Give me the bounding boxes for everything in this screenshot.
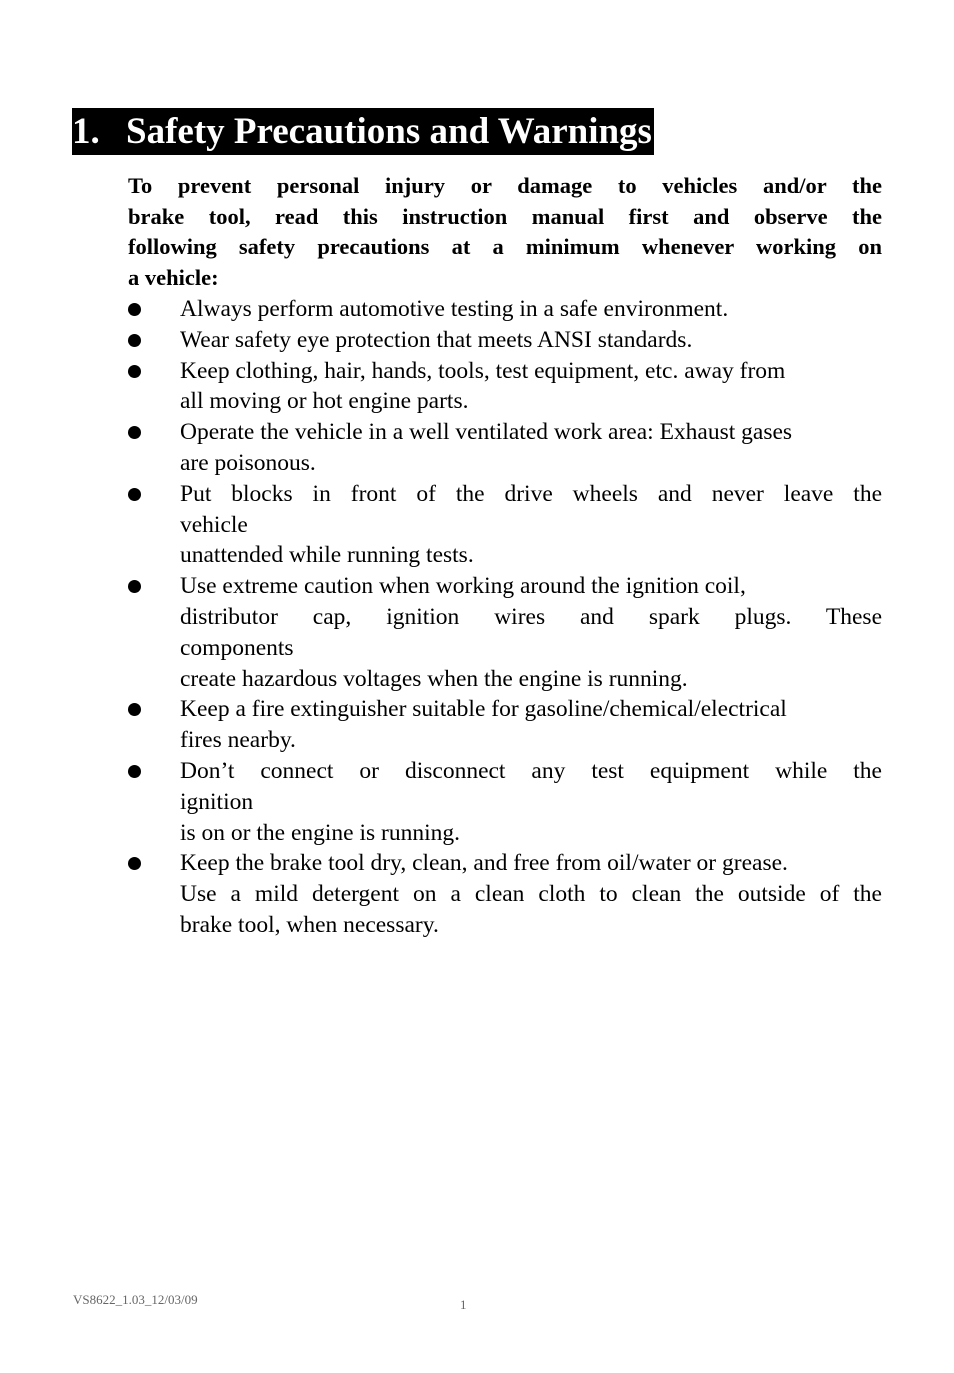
- intro-paragraph: [128, 171, 882, 293]
- list-item-line: brake tool, when necessary.: [180, 911, 439, 938]
- list-item-line: create hazardous voltages when the engine is running.: [180, 665, 688, 692]
- list-item: [128, 479, 882, 571]
- list-item-line: Keep clothing, hair, hands, tools, test equipment, etc. away from: [180, 357, 786, 384]
- bullet-icon: [128, 365, 141, 378]
- list-item-line: Put blocks in front of the drive wheels and never leave the: [180, 480, 882, 507]
- list-item-line: vehicle: [180, 511, 248, 538]
- bullet-icon: [128, 488, 141, 501]
- list-item-line: fires nearby.: [180, 727, 296, 754]
- list-item-line: ignition: [180, 788, 254, 815]
- list-item-line: Keep a fire extinguisher suitable for gasoline/chemical/electrical: [180, 696, 787, 723]
- intro-line: To prevent personal injury or damage to vehicles and/or the: [128, 173, 882, 198]
- page-number: 1: [460, 1297, 467, 1312]
- list-item-line: Use a mild detergent on a clean cloth to clean the outside of the: [180, 881, 882, 908]
- list-item-line: Keep the brake tool dry, clean, and free from oil/water or grease.: [180, 850, 788, 877]
- list-item: [128, 756, 882, 848]
- bullet-icon: [128, 334, 141, 347]
- list-item-line: Always perform automotive testing in a safe environment.: [180, 296, 729, 322]
- intro-line: following safety precautions at a minimum whenever working on: [128, 234, 882, 259]
- precautions-list: [128, 294, 882, 941]
- intro-line: a vehicle:: [128, 264, 219, 290]
- list-item: [128, 294, 882, 325]
- list-item-line: Don’t connect or disconnect any test equipment while the: [180, 757, 882, 784]
- list-item-line: distributor cap, ignition wires and spark plugs. These: [180, 603, 882, 630]
- bullet-icon: [128, 303, 141, 316]
- bullet-icon: [128, 580, 141, 593]
- list-item: [128, 325, 882, 356]
- section-heading: [72, 108, 654, 155]
- list-item-line: unattended while running tests.: [180, 542, 474, 569]
- list-item-line: Operate the vehicle in a well ventilated work area: Exhaust gases: [180, 419, 793, 446]
- list-item: [128, 417, 882, 479]
- section-number: 1.: [72, 111, 100, 152]
- list-item-line: components: [180, 634, 294, 661]
- list-item: [128, 694, 882, 756]
- intro-line: brake tool, read this instruction manual first and observe the: [128, 203, 882, 229]
- list-item-line: are poisonous.: [180, 449, 316, 476]
- list-item-line: Wear safety eye protection that meets ANSI standards.: [180, 326, 693, 353]
- bullet-icon: [128, 765, 141, 778]
- bullet-icon: [128, 703, 141, 716]
- document-code: VS8622_1.03_12/03/09: [73, 1292, 198, 1307]
- bullet-icon: [128, 857, 141, 870]
- list-item-line: is on or the engine is running.: [180, 819, 461, 846]
- list-item: [128, 571, 882, 694]
- list-item: [128, 356, 882, 418]
- section-title: Safety Precautions and Warnings: [126, 111, 652, 152]
- list-item: [128, 848, 882, 940]
- list-item-line: all moving or hot engine parts.: [180, 388, 469, 415]
- list-item-line: Use extreme caution when working around the ignition coil,: [180, 573, 746, 600]
- bullet-icon: [128, 426, 141, 439]
